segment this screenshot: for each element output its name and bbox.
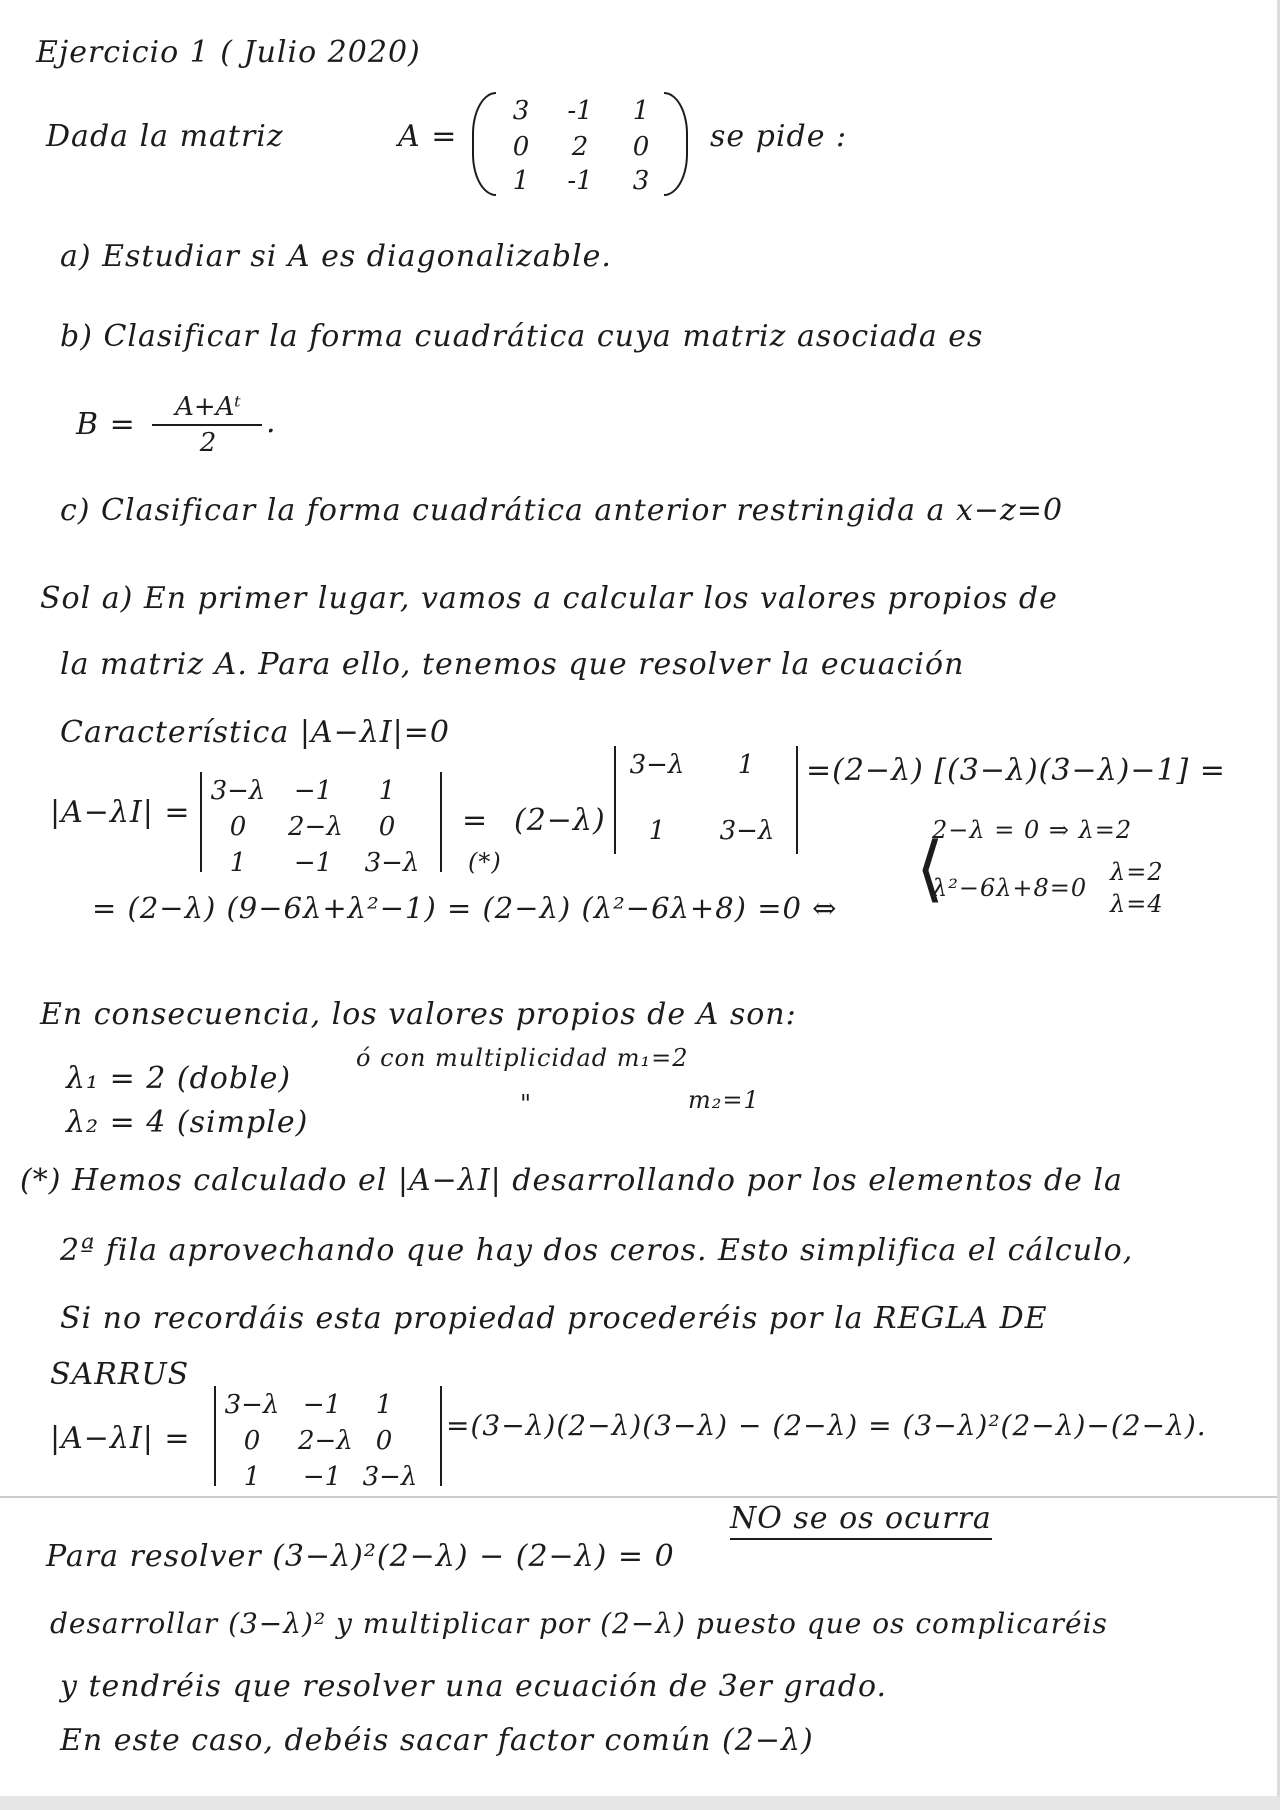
page-join-line <box>0 1496 1280 1498</box>
matrix-b-numerator: A+Aᵗ <box>175 392 241 422</box>
scan-bottom-shadow <box>0 1796 1280 1810</box>
minor-result: =(2−λ) [(3−λ)(3−λ)−1] = <box>806 753 1226 788</box>
part-a: a) Estudiar si A es diagonalizable. <box>60 239 612 274</box>
matrix-a-cell: -1 <box>567 166 593 196</box>
statement-intro: Dada la matriz <box>46 119 284 154</box>
matrix-a-cell: 0 <box>512 132 530 162</box>
sarrus-cell: −1 <box>302 1462 342 1492</box>
minor-cell: 1 <box>737 750 755 780</box>
advice-warning: NO se os ocurra <box>730 1504 992 1540</box>
eigenvalue-2: λ₂ = 4 (simple) <box>66 1105 309 1140</box>
branch-2-root-a: λ=2 <box>1110 858 1164 886</box>
exercise-title: Ejercicio 1 ( Julio 2020) <box>36 35 421 70</box>
eigenvalue-1: λ₁ = 2 (doble) <box>66 1061 292 1096</box>
eigenvalue-2-ditto: " <box>520 1090 533 1118</box>
note-line-3: Si no recordáis esta propiedad procederéis por la REGLA DE <box>60 1301 1048 1336</box>
det-cell: 1 <box>378 776 396 806</box>
matrix-a-cell: 1 <box>632 96 650 126</box>
det-cell: 1 <box>229 848 247 878</box>
branch-2-root-b: λ=4 <box>1110 890 1164 918</box>
eigenvalue-2-multiplicity: m₂=1 <box>688 1086 760 1114</box>
advice-line-4: En este caso, debéis sacar factor común (2−λ) <box>60 1723 814 1758</box>
matrix-a-cell: 1 <box>512 166 530 196</box>
det-cell: −1 <box>293 776 333 806</box>
det-equals: = <box>462 803 489 838</box>
sarrus-cell: 3−λ <box>224 1390 280 1420</box>
det-star-marker: (*) <box>468 848 502 876</box>
det-cell: 3−λ <box>210 776 266 806</box>
eigen-conclusion: En consecuencia, los valores propios de A son: <box>40 997 797 1032</box>
det-cell: 0 <box>378 812 396 842</box>
sarrus-right-bar <box>440 1386 442 1486</box>
det-label: |A−λI| = <box>50 795 191 830</box>
advice-line-1: Para resolver (3−λ)²(2−λ) − (2−λ) = 0 <box>46 1539 675 1574</box>
sarrus-cell: 2−λ <box>298 1426 353 1456</box>
matrix-a-cell: -1 <box>567 96 593 126</box>
expansion-line: = (2−λ) (9−6λ+λ²−1) = (2−λ) (λ²−6λ+8) =0 ⇔ <box>92 891 838 925</box>
sarrus-label: |A−λI| = <box>50 1421 191 1456</box>
matrix-a-label: A = <box>398 119 458 154</box>
part-b: b) Clasificar la forma cuadrática cuya matriz asociada es <box>60 319 984 354</box>
note-line-4: SARRUS <box>50 1357 190 1392</box>
sarrus-cell: 0 <box>375 1426 393 1456</box>
sarrus-cell: −1 <box>302 1390 342 1420</box>
matrix-a-cell: 0 <box>632 132 650 162</box>
sarrus-cell: 1 <box>375 1390 393 1420</box>
det-cell: −1 <box>293 848 333 878</box>
minor-cell: 3−λ <box>719 816 775 846</box>
matrix-b-label: B = <box>76 407 136 442</box>
advice-line-3: y tendréis que resolver una ecuación de 3er grado. <box>60 1669 888 1704</box>
sarrus-cell: 0 <box>243 1426 261 1456</box>
note-line-1: (*) Hemos calculado el |A−λI| desarrollando por los elementos de la <box>20 1163 1123 1198</box>
solution-line-3: Característica |A−λI|=0 <box>60 715 450 750</box>
minor-cell: 3−λ <box>629 750 685 780</box>
branch-brace: ⟨ <box>916 826 945 910</box>
matrix-a-cell: 3 <box>512 96 530 126</box>
matrix-a-right-paren <box>664 92 688 196</box>
matrix-a-cell: 3 <box>632 166 650 196</box>
statement-tail: se pide : <box>710 119 848 154</box>
branch-2: λ²−6λ+8=0 <box>932 874 1088 902</box>
part-c: c) Clasificar la forma cuadrática anterior restringida a x−z=0 <box>60 493 1064 528</box>
advice-line-2: desarrollar (3−λ)² y multiplicar por (2−λ) puesto que os complicaréis <box>50 1607 1108 1640</box>
minor-right-bar <box>796 746 798 854</box>
matrix-a-left-paren <box>472 92 496 196</box>
det-cell: 2−λ <box>288 812 343 842</box>
solution-line-2: la matriz A. Para ello, tenemos que resolver la ecuación <box>60 647 965 682</box>
det-left-bar <box>200 772 202 872</box>
eigenvalue-1-multiplicity: ó con multiplicidad m₁=2 <box>356 1044 689 1072</box>
sarrus-result: =(3−λ)(2−λ)(3−λ) − (2−λ) = (3−λ)²(2−λ)−(2−λ). <box>446 1409 1207 1442</box>
minor-left-bar <box>614 746 616 854</box>
matrix-b-dot: . <box>266 405 277 440</box>
matrix-b-denominator: 2 <box>199 428 217 458</box>
fraction-bar <box>152 424 262 426</box>
sarrus-cell: 1 <box>243 1462 261 1492</box>
note-line-2: 2ª fila aprovechando que hay dos ceros. Esto simplifica el cálculo, <box>60 1233 1134 1268</box>
det-factor: (2−λ) <box>514 803 606 838</box>
det-right-bar <box>440 772 442 872</box>
minor-cell: 1 <box>648 816 666 846</box>
sarrus-left-bar <box>214 1386 216 1486</box>
solution-line-1: Sol a) En primer lugar, vamos a calcular los valores propios de <box>40 581 1058 616</box>
det-cell: 3−λ <box>364 848 420 878</box>
branch-1: 2−λ = 0 ⇒ λ=2 <box>932 816 1133 844</box>
sarrus-cell: 3−λ <box>362 1462 418 1492</box>
det-cell: 0 <box>229 812 247 842</box>
matrix-a-cell: 2 <box>571 132 589 162</box>
